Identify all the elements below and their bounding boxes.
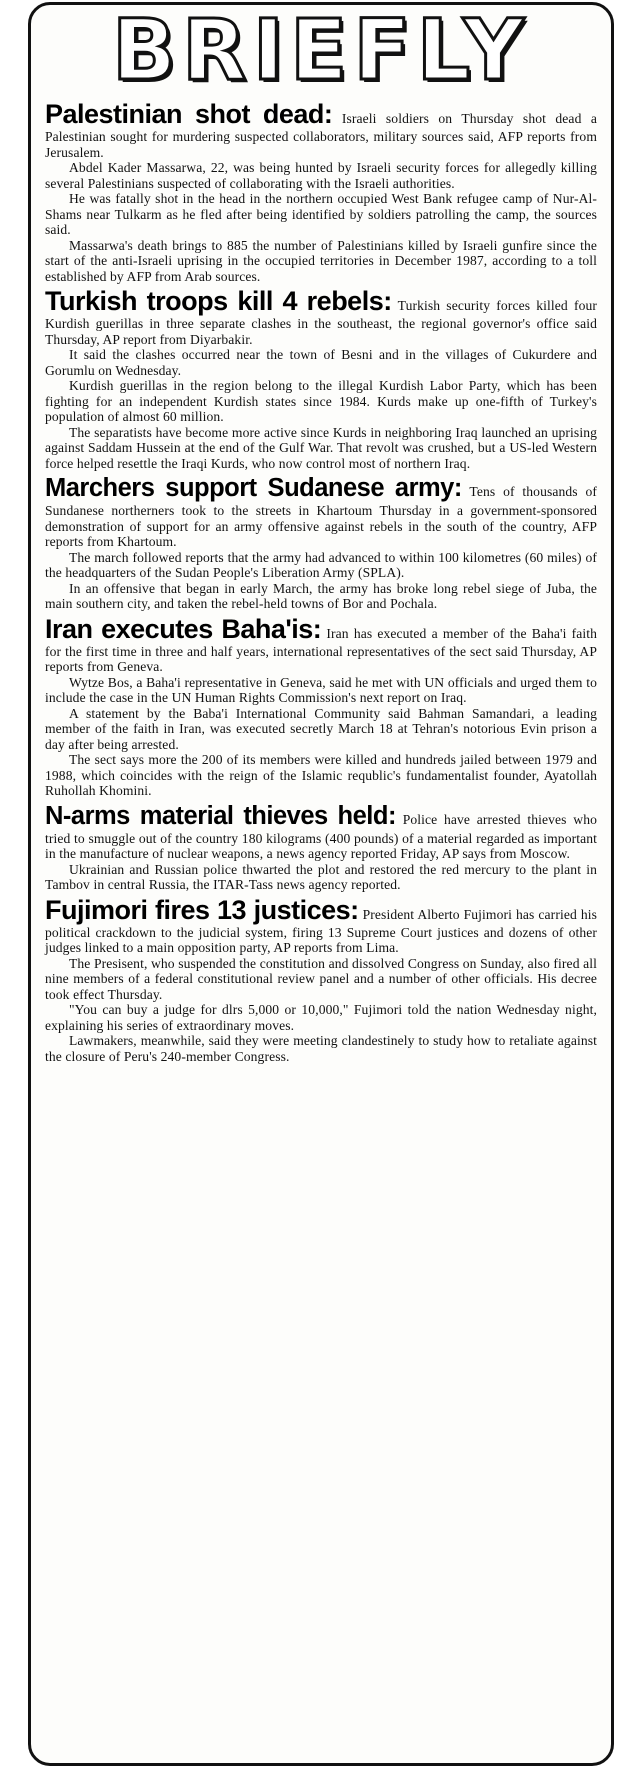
story-fujimori xyxy=(45,895,597,1065)
story-iran xyxy=(45,614,597,799)
story-headline: Marchers support Sudanese army: xyxy=(45,474,462,502)
story-paragraph: It said the clashes occurred near the town of Besni and in the villages of Cukurdere and Gorumlu on Wednesday. xyxy=(45,347,597,378)
story-headline: Palestinian shot dead: xyxy=(45,99,333,129)
story-paragraph: Israeli soldiers on Thursday shot dead a Palestinian sought for murdering suspected collaborators, military sources said, AFP reports from Jerusalem. xyxy=(45,111,598,160)
story-paragraph: Wytze Bos, a Baha'i representative in Geneva, said he met with UN officials and urged them to include the case in the UN Human Rights Commission's next report on Iraq. xyxy=(45,674,597,705)
story-paragraph: Lawmakers, meanwhile, said they were meeting clandestinely to study how to retaliate against the closure of Peru's 240-member Congress. xyxy=(45,1033,597,1064)
briefly-column xyxy=(28,2,614,1766)
story-paragraph: The sect says more the 200 of its members were killed and hundreds jailed between 1979 and 1988, which coincides with the reign of the Islamic requblic's fundamentalist founder, Ayatollah Ruhollah Khomini. xyxy=(45,752,597,798)
story-paragraph: Kurdish guerillas in the region belong to the illegal Kurdish Labor Party, which has been fighting for an independent Kurdish states since 1984. Kurds make up one-fifth of Turkey's population of almost 60 million. xyxy=(45,378,597,424)
story-paragraph: Iran has executed a member of the Baha'i faith for the first time in three and half years, international representatives of the sect said Thursday, AP reports from Geneva. xyxy=(45,625,598,674)
story-headline: Turkish troops kill 4 rebels: xyxy=(45,286,392,316)
story-paragraph: He was fatally shot in the head in the northern occupied West Bank refugee camp of Nur-Al-Shams near Tulkarm as he fled after being identified by soldiers patrolling the camp, the sources said. xyxy=(45,191,597,237)
story-paragraph: Abdel Kader Massarwa, 22, was being hunted by Israeli security forces for allegedly killing several Palestinians suspected of collaborating with the Israeli authorities. xyxy=(45,160,597,191)
story-paragraph: Massarwa's death brings to 885 the number of Palestinians killed by Israeli gunfire since the start of the anti-Israeli uprising in the occupied territories in December 1987, according to a toll established by AFP from Arab sources. xyxy=(45,237,597,284)
story-headline: Iran executes Baha'is: xyxy=(45,613,322,644)
story-paragraph: The separatists have become more active since Kurds in neighboring Iraq launched an uprising against Saddam Hussein at the end of the Gulf War. That revolt was crushed, but a US-led Western force helped resettle the Iraqi Kurds, who now control most of northern Iraq. xyxy=(45,424,597,471)
story-paragraph: A statement by the Baba'i International Community said Bahman Samandari, a leading member of the faith in Iran, was executed secretly March 18 at Tehran's notorious Evin prison a day after being arrested. xyxy=(45,705,597,752)
story-headline: Fujimori fires 13 justices: xyxy=(45,894,359,925)
story-palestinian xyxy=(45,99,597,284)
story-paragraph: The march followed reports that the army had advanced to within 100 kilometres (60 miles) of the headquarters of the Sudan People's Liberation Army (SPLA). xyxy=(45,549,597,580)
story-turkish xyxy=(45,286,597,471)
story-paragraph: Turkish security forces killed four Kurdish guerillas in three separate clashes in the southeast, the regional governor's office said Thursday, AP report from Diyarbakir. xyxy=(45,298,598,347)
story-paragraph: President Alberto Fujimori has carried his political crackdown to the judicial system, firing 13 Supreme Court justices and dozens of other judges linked to a main opposition party, AP reports from Lima. xyxy=(45,906,598,955)
masthead-title: BRIEFLY xyxy=(112,2,530,99)
story-paragraph: In an offensive that began in early March, the army has broke long rebel siege of Juba, the main southern city, and taken the rebel-held towns of Bor and Pochala. xyxy=(45,580,597,611)
story-paragraph: Police have arrested thieves who tried to smuggle out of the country 180 kilograms (400 pounds) of a material regarded as important in the manufacture of nuclear weapons, a news agency reported Friday, AP says from Moscow. xyxy=(45,811,598,861)
story-paragraph: "You can buy a judge for dlrs 5,000 or 10,000," Fujimori told the nation Wednesday night, explaining his series of extraordinary moves. xyxy=(45,1002,597,1033)
story-paragraph: The Presisent, who suspended the constitution and dissolved Congress on Sunday, also fired all nine members of a federal constitutional review panel and a number of other officials. His decree took effect Thursday. xyxy=(45,955,597,1002)
story-paragraph: Tens of thousands of Sundanese northerners took to the streets in Khartoum Thursday in a government-sponsored demonstration of support for an army offensive against rebels in the south of the country, AFP reports from Khartoum. xyxy=(45,484,597,549)
story-paragraph: Ukrainian and Russian police thwarted the plot and restored the red mercury to the plant in Tambov in central Russia, the ITAR-Tass news agency reported. xyxy=(45,861,597,892)
story-headline: N-arms material thieves held: xyxy=(45,801,396,830)
story-n-arms xyxy=(45,801,597,893)
masthead xyxy=(31,2,611,99)
story-list xyxy=(31,95,611,1064)
story-sudan xyxy=(45,473,597,612)
